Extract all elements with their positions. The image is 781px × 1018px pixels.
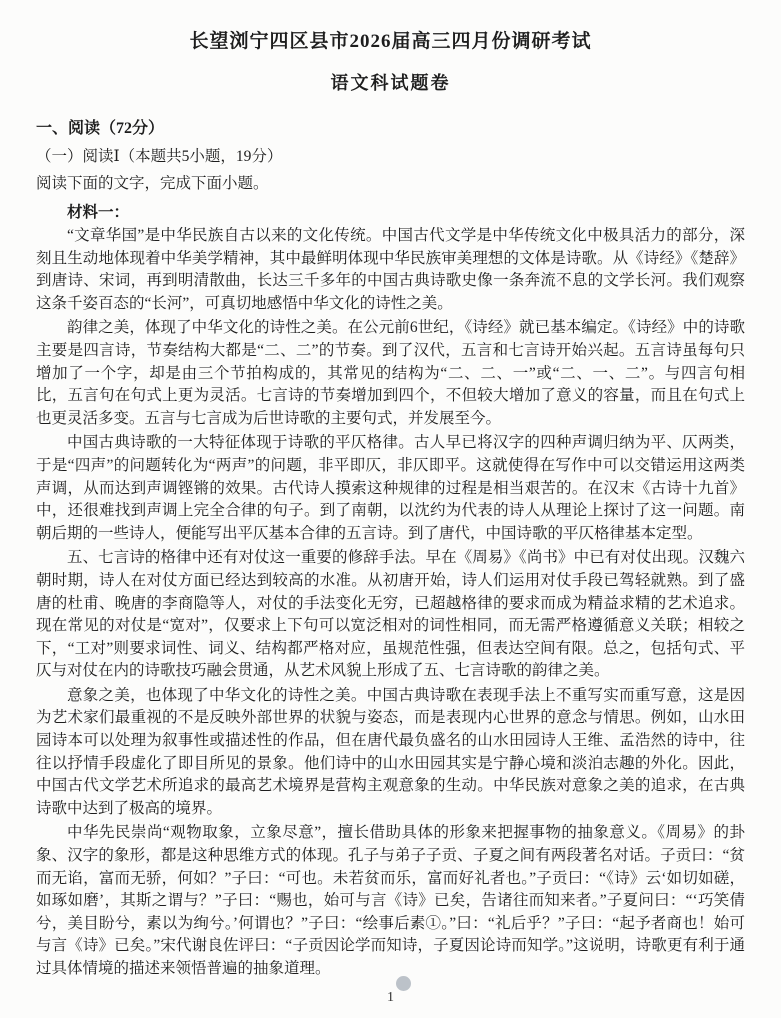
cursor-indicator-dot (396, 976, 411, 991)
section-heading-reading: 一、阅读（72分） (36, 120, 165, 137)
material-paragraph-1: “文章华国”是中华民族自古以来的文化传统。中国古代文学是中华传统文化中极具活力的部分，深刻且生动地体现着中华美学精神，其中最鲜明体现中华民族审美理想的文体是诗歌。从《诗经》《楚辞》到唐诗、宋词，再到明清散曲，长达三千多年的中国古典诗歌史像一条奔流不息的文学长河。我们观察这条千姿百态的“长河”，可真切地感悟中华文化的诗性之美。 (36, 227, 745, 312)
reading-instruction: 阅读下面的文字，完成下面小题。 (36, 175, 269, 192)
material-paragraph-4: 五、七言诗的格律中还有对仗这一重要的修辞手法。早在《周易》《尚书》中已有对仗出现。汉魏六朝时期，诗人在对仗方面已经达到较高的水准。从初唐开始，诗人们运用对仗手段已驾轻就熟。到了盛唐的杜甫、晚唐的李商隐等人，对仗的手法变化无穷，已超越格律的要求而成为精益求精的艺术追求。现在常见的对仗是“宽对”，仅要求上下句可以宽泛相对的词性相同，而无需严格遵循意义关联；相较之下，“工对”则要求词性、词义、结构都严格对应，虽规范性强，但表达空间有限。总之，包括句式、平仄与对仗在内的诗歌技巧融会贯通，从艺术风貌上形成了五、七言诗歌的韵律之美。 (36, 549, 745, 680)
material-paragraph-5: 意象之美，也体现了中华文化的诗性之美。中国古典诗歌在表现手法上不重写实而重写意，这是因为艺术家们最重视的不是反映外部世界的状貌与姿态，而是表现内心世界的意念与情思。例如，山水田园诗本可以处理为叙事性或描述性的作品，但在唐代最负盛名的山水田园诗人王维、孟浩然的诗中，往往以抒情手段虚化了即目所见的景象。他们诗中的山水田园其实是宁静心境和淡泊志趣的外化。因此，中国古代文学艺术所追求的最高艺术境界是营构主观意象的生动。中华民族对意象之美的追求，在古典诗歌中达到了极高的境界。 (36, 686, 745, 817)
subsection-heading-reading-1: （一）阅读Ⅰ（本题共5小题，19分） (36, 148, 283, 165)
material-one-label: 材料一： (67, 204, 130, 221)
material-paragraph-6: 中华先民崇尚“观物取象，立象尽意”，擅长借助具体的形象来把握事物的抽象意义。《周易》的卦象、汉字的象形，都是这种思维方式的体现。孔子与弟子子贡、子夏之间有两段著名对话。子贡曰：“贫而无谄，富而无骄，何如？”子曰：“可也。未若贫而乐，富而好礼者也。”子贡曰：“《诗》云‘如切如磋，如琢如磨’，其斯之谓与？”子曰：“赐也，始可与言《诗》已矣，告诸往而知来者。”子夏问曰：“‘巧笑倩兮，美目盼兮，素以为绚兮。’何谓也？”子曰：“绘事后素①。”曰：“礼后乎？”子曰：“起予者商也！始可与言《诗》已矣。”宋代谢良佐评曰：“子贡因论学而知诗，子夏因论诗而知学。”这说明，诗歌更有利于通过具体情境的描述来领悟普遍的抽象道理。 (36, 824, 745, 977)
paper-subtitle: 语文科试题卷 (330, 73, 451, 93)
material-paragraph-2: 韵律之美，体现了中华文化的诗性之美。在公元前6世纪，《诗经》就已基本编定。《诗经》中的诗歌主要是四言诗，节奏结构大都是“二、二”的节奏。到了汉代，五言和七言诗开始兴起。五言诗虽每句只增加了一个字，却是由三个节拍构成的，其常见的结构为“二、二、一”或“二、一、二”。与四言句相比，五言句在句式上更为灵活。七言诗的节奏增加到四个，不但较大增加了意义的容量，而且在句式上也更灵活多变。五言与七言成为后世诗歌的主要句式，并发展至今。 (36, 319, 745, 427)
material-paragraph-3: 中国古典诗歌的一大特征体现于诗歌的平仄格律。古人早已将汉字的四种声调归纳为平、仄两类，于是“四声”的问题转化为“两声”的问题，非平即仄，非仄即平。这就使得在写作中可以交错运用这两类声调，从而达到声调铿锵的效果。古代诗人摸索这种规律的过程是相当艰苦的。在汉末《古诗十九首》中，还很难找到声调上完全合律的句子。到了南朝，以沈约为代表的诗人从理论上探讨了这一问题。南朝后期的一些诗人，便能写出平仄基本合律的五言诗。到了唐代，中国诗歌的平仄格律基本定型。 (36, 434, 745, 542)
page-number: 1 (387, 990, 394, 1005)
exam-title: 长望浏宁四区县市2026届高三四月份调研考试 (189, 31, 592, 52)
